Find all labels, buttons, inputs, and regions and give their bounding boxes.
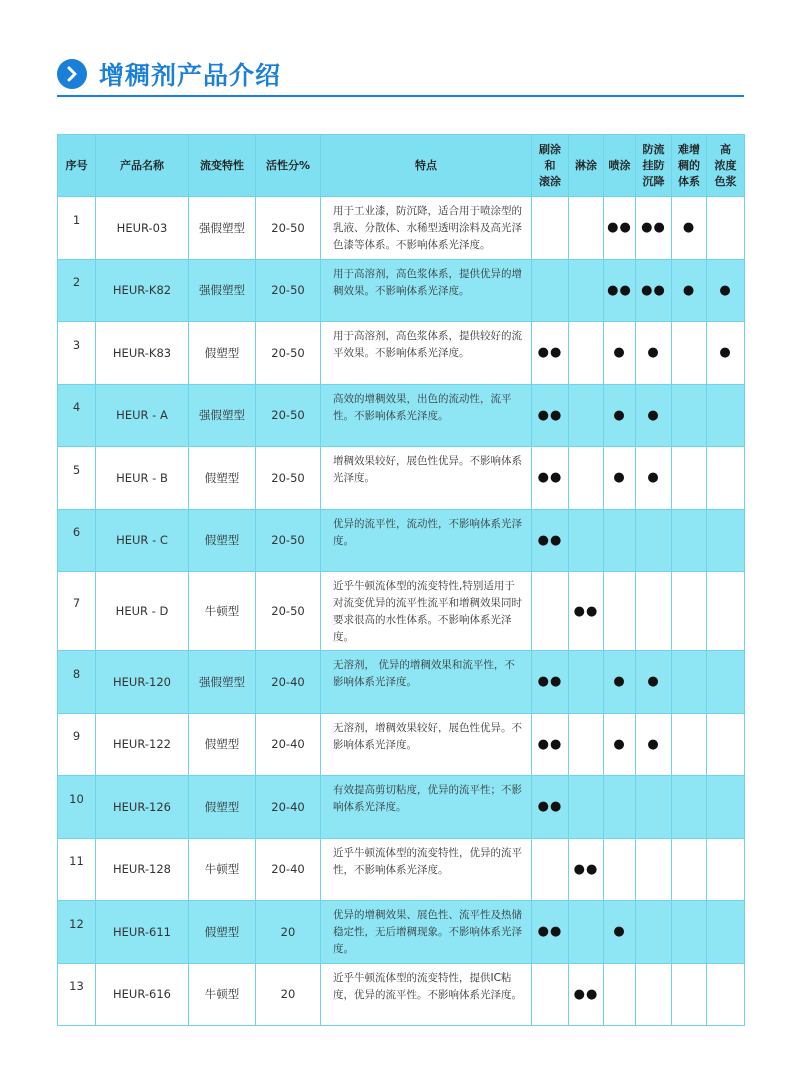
cell-curtain	[569, 197, 604, 260]
cell-product-name: HEUR-126	[96, 776, 189, 839]
header-hicolor-line1: 高	[720, 142, 731, 156]
header-hard-line3: 体系	[678, 174, 700, 188]
cell-hard-system	[672, 651, 707, 714]
header-hard-system	[672, 135, 707, 197]
cell-brush-roll: ●●	[532, 713, 569, 776]
cell-high-color	[707, 447, 745, 510]
cell-curtain	[569, 776, 604, 839]
seq-number: 13	[69, 979, 84, 994]
cell-spray: ●●	[604, 259, 636, 322]
table-body	[58, 197, 745, 1026]
seq-number: 7	[72, 596, 81, 610]
cell-brush-roll: ●●	[532, 447, 569, 510]
header-rheology: 流变特性	[189, 135, 256, 197]
cell-spray: ●	[604, 901, 636, 964]
cell-spray: ●	[604, 322, 636, 385]
cell-antisag: ●●	[636, 259, 672, 322]
cell-high-color	[707, 963, 745, 1026]
cell-rheology: 牛顿型	[189, 963, 256, 1026]
cell-brush-roll	[532, 572, 569, 651]
cell-features: 用于高溶剂，高色浆体系，提供较好的流平效果。不影响体系光泽度。	[321, 322, 532, 385]
cell-antisag	[636, 776, 672, 839]
page-header	[57, 56, 281, 92]
cell-high-color: ●	[707, 259, 745, 322]
cell-curtain	[569, 259, 604, 322]
cell-features: 无溶剂，增稠效果较好，展色性优异。不影响体系光泽度。	[321, 713, 532, 776]
cell-features: 用于工业漆，防沉降，适合用于喷涂型的乳液、分散体、水稀型透明涂料及高光泽色漆等体系。不影响体系光泽度。	[321, 197, 532, 260]
header-curtain: 淋涂	[569, 135, 604, 197]
cell-brush-roll: ●●	[532, 322, 569, 385]
seq-number: 3	[72, 337, 81, 352]
table-header-row	[58, 135, 745, 197]
cell-product-name: HEUR-K83	[96, 322, 189, 385]
cell-product-name: HEUR - D	[96, 572, 189, 651]
table-row	[58, 713, 745, 776]
header-features: 特点	[321, 135, 532, 197]
table-row	[58, 197, 745, 260]
seq-number: 2	[72, 275, 81, 290]
cell-antisag: ●	[636, 384, 672, 447]
cell-brush-roll: ●●	[532, 901, 569, 964]
chevron-right-icon	[57, 59, 87, 89]
cell-solids: 20-40	[256, 651, 321, 714]
cell-curtain	[569, 447, 604, 510]
cell-high-color	[707, 197, 745, 260]
cell-spray	[604, 963, 636, 1026]
cell-seq	[58, 963, 96, 1026]
cell-antisag	[636, 901, 672, 964]
cell-spray: ●	[604, 651, 636, 714]
cell-solids: 20	[256, 963, 321, 1026]
cell-solids: 20-40	[256, 713, 321, 776]
cell-brush-roll: ●●	[532, 651, 569, 714]
cell-features: 近乎牛顿流体型的流变特性，优异的流平性，不影响体系光泽度。	[321, 838, 532, 901]
header-brush-roll	[532, 135, 569, 197]
cell-curtain	[569, 384, 604, 447]
cell-product-name: HEUR - A	[96, 384, 189, 447]
cell-solids: 20-50	[256, 322, 321, 385]
cell-antisag: ●	[636, 322, 672, 385]
cell-solids: 20-50	[256, 259, 321, 322]
seq-number: 4	[72, 400, 81, 415]
cell-spray	[604, 572, 636, 651]
cell-spray: ●	[604, 713, 636, 776]
seq-number: 9	[72, 729, 81, 744]
cell-seq	[58, 384, 96, 447]
cell-spray: ●●	[604, 197, 636, 260]
cell-product-name: HEUR-122	[96, 713, 189, 776]
cell-product-name: HEUR-K82	[96, 259, 189, 322]
cell-features: 优异的流平性，流动性，不影响体系光泽度。	[321, 509, 532, 572]
cell-curtain	[569, 713, 604, 776]
cell-rheology: 强假塑型	[189, 197, 256, 260]
cell-features: 有效提高剪切粘度，优异的流平性；不影响体系光泽度。	[321, 776, 532, 839]
cell-hard-system	[672, 838, 707, 901]
cell-curtain	[569, 322, 604, 385]
table-row	[58, 322, 745, 385]
cell-rheology: 假塑型	[189, 322, 256, 385]
header-seq: 序号	[58, 135, 96, 197]
header-brush-line2: 和	[544, 158, 556, 172]
cell-antisag	[636, 963, 672, 1026]
cell-features: 近乎牛顿流体型的流变特性,特别适用于对流变优异的流平性流平和增稠效果同时要求很高的水性体系。不影响体系光泽度。	[321, 572, 532, 651]
header-brush-line1: 刷涂	[539, 142, 561, 156]
cell-solids: 20-40	[256, 838, 321, 901]
cell-high-color	[707, 776, 745, 839]
table-row	[58, 838, 745, 901]
cell-product-name: HEUR-128	[96, 838, 189, 901]
cell-brush-roll	[532, 963, 569, 1026]
cell-solids: 20	[256, 901, 321, 964]
cell-brush-roll: ●●	[532, 384, 569, 447]
cell-hard-system	[672, 713, 707, 776]
cell-antisag: ●	[636, 447, 672, 510]
cell-hard-system: ●	[672, 259, 707, 322]
cell-rheology: 假塑型	[189, 447, 256, 510]
table-row	[58, 447, 745, 510]
table-row	[58, 384, 745, 447]
cell-antisag	[636, 838, 672, 901]
cell-product-name: HEUR-616	[96, 963, 189, 1026]
cell-hard-system	[672, 963, 707, 1026]
cell-spray: ●	[604, 384, 636, 447]
cell-seq	[58, 197, 96, 260]
cell-rheology: 牛顿型	[189, 838, 256, 901]
seq-number: 1	[72, 212, 81, 227]
cell-seq	[58, 776, 96, 839]
cell-curtain	[569, 509, 604, 572]
cell-rheology: 牛顿型	[189, 572, 256, 651]
cell-seq	[58, 838, 96, 901]
seq-number: 5	[72, 462, 81, 477]
cell-curtain	[569, 901, 604, 964]
cell-high-color	[707, 713, 745, 776]
cell-spray	[604, 776, 636, 839]
cell-curtain	[569, 651, 604, 714]
cell-brush-roll	[532, 197, 569, 260]
cell-features: 无溶剂， 优异的增稠效果和流平性，不影响体系光泽度。	[321, 651, 532, 714]
cell-hard-system: ●	[672, 197, 707, 260]
cell-curtain: ●●	[569, 572, 604, 651]
cell-seq	[58, 509, 96, 572]
table-row	[58, 572, 745, 651]
cell-rheology: 假塑型	[189, 509, 256, 572]
seq-number: 12	[69, 916, 84, 931]
cell-spray	[604, 838, 636, 901]
cell-antisag: ●	[636, 713, 672, 776]
cell-hard-system	[672, 776, 707, 839]
cell-hard-system	[672, 572, 707, 651]
seq-number: 8	[72, 666, 81, 681]
header-hard-line2: 稠的	[678, 158, 700, 172]
header-antisag-line2: 挂防	[642, 158, 665, 172]
cell-brush-roll	[532, 259, 569, 322]
header-hicolor-line3: 色浆	[714, 174, 737, 188]
cell-rheology: 强假塑型	[189, 651, 256, 714]
cell-product-name: HEUR-611	[96, 901, 189, 964]
cell-high-color	[707, 572, 745, 651]
cell-product-name: HEUR-03	[96, 197, 189, 260]
cell-seq	[58, 572, 96, 651]
header-divider	[57, 95, 744, 97]
cell-seq	[58, 713, 96, 776]
header-solids: 活性分%	[256, 135, 321, 197]
cell-seq	[58, 901, 96, 964]
cell-seq	[58, 322, 96, 385]
cell-high-color	[707, 901, 745, 964]
header-brush-line3: 滚涂	[539, 174, 561, 188]
header-antisag-line3: 沉降	[642, 174, 665, 188]
cell-rheology: 假塑型	[189, 776, 256, 839]
cell-product-name: HEUR - B	[96, 447, 189, 510]
table-row	[58, 901, 745, 964]
seq-number: 6	[72, 525, 81, 540]
header-antisag-line1: 防流	[642, 142, 665, 156]
cell-solids: 20-50	[256, 447, 321, 510]
cell-curtain: ●●	[569, 963, 604, 1026]
cell-rheology: 强假塑型	[189, 384, 256, 447]
cell-rheology: 强假塑型	[189, 259, 256, 322]
cell-hard-system	[672, 509, 707, 572]
header-high-color	[707, 135, 745, 197]
page-title: 增稠剂产品介绍	[99, 61, 282, 90]
cell-high-color	[707, 384, 745, 447]
table-row	[58, 776, 745, 839]
product-table	[57, 134, 745, 1026]
cell-seq	[58, 651, 96, 714]
cell-product-name: HEUR-120	[96, 651, 189, 714]
header-product-name: 产品名称	[96, 135, 189, 197]
cell-solids: 20-50	[256, 572, 321, 651]
cell-high-color	[707, 838, 745, 901]
cell-features: 近乎牛顿流体型的流变特性，提供IC粘度，优异的流平性。不影响体系光泽度。	[321, 963, 532, 1026]
cell-solids: 20-50	[256, 197, 321, 260]
cell-hard-system	[672, 447, 707, 510]
cell-antisag	[636, 509, 672, 572]
cell-features: 高效的增稠效果，出色的流动性，流平性。不影响体系光泽度。	[321, 384, 532, 447]
cell-seq	[58, 259, 96, 322]
seq-number: 10	[69, 791, 84, 806]
cell-antisag: ●	[636, 651, 672, 714]
cell-curtain: ●●	[569, 838, 604, 901]
table-row	[58, 651, 745, 714]
header-hard-line1: 难增	[678, 142, 700, 156]
cell-antisag	[636, 572, 672, 651]
cell-spray: ●	[604, 447, 636, 510]
cell-features: 用于高溶剂，高色浆体系，提供优异的增稠效果。不影响体系光泽度。	[321, 259, 532, 322]
cell-seq	[58, 447, 96, 510]
table-row	[58, 259, 745, 322]
cell-brush-roll: ●●	[532, 509, 569, 572]
header-antisag	[636, 135, 672, 197]
cell-hard-system	[672, 384, 707, 447]
cell-high-color	[707, 509, 745, 572]
cell-rheology: 假塑型	[189, 901, 256, 964]
cell-high-color: ●	[707, 322, 745, 385]
cell-hard-system	[672, 901, 707, 964]
header-hicolor-line2: 浓度	[714, 158, 737, 172]
cell-hard-system	[672, 322, 707, 385]
cell-high-color	[707, 651, 745, 714]
seq-number: 11	[69, 854, 84, 869]
cell-solids: 20-50	[256, 384, 321, 447]
table-row	[58, 963, 745, 1026]
cell-spray	[604, 509, 636, 572]
cell-solids: 20-40	[256, 776, 321, 839]
header-spray: 喷涂	[604, 135, 636, 197]
table-row	[58, 509, 745, 572]
cell-features: 优异的增稠效果、展色性、流平性及热储稳定性，无后增稠现象。不影响体系光泽度。	[321, 901, 532, 964]
cell-brush-roll: ●●	[532, 776, 569, 839]
cell-brush-roll	[532, 838, 569, 901]
cell-product-name: HEUR - C	[96, 509, 189, 572]
cell-features: 增稠效果较好，展色性优异。不影响体系光泽度。	[321, 447, 532, 510]
cell-rheology: 假塑型	[189, 713, 256, 776]
cell-antisag: ●●	[636, 197, 672, 260]
cell-solids: 20-50	[256, 509, 321, 572]
